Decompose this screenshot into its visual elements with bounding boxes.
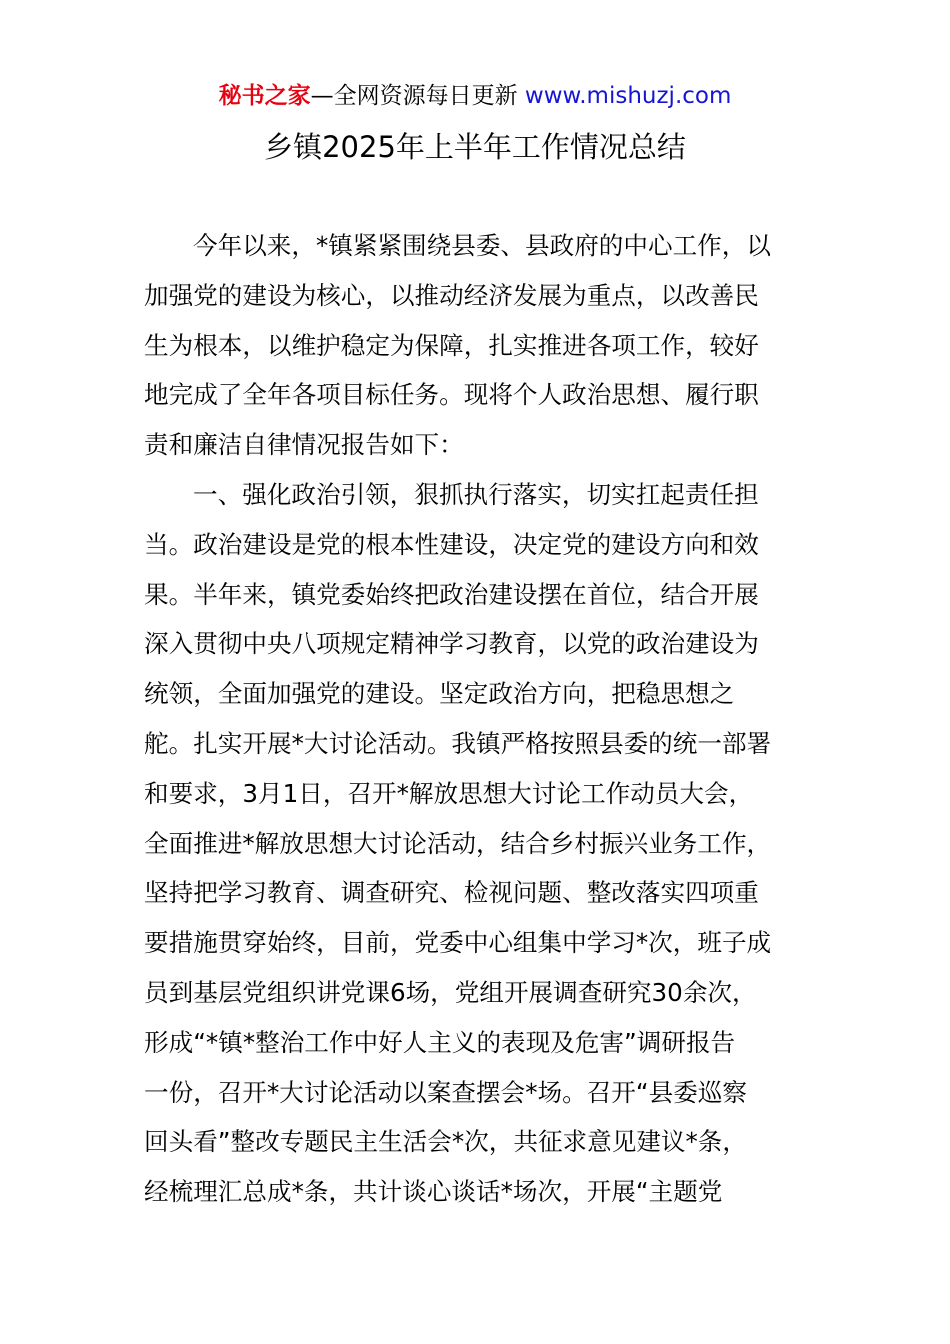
paragraph-line: 全面推进*解放思想大讨论活动，结合乡村振兴业务工作， xyxy=(144,828,772,858)
paragraph-line: 地完成了全年各项目标任务。现将个人政治思想、履行职 xyxy=(144,380,759,410)
paragraph-line: 经梳理汇总成*条，共计谈心谈话*场次，开展“主题党 xyxy=(144,1177,723,1207)
header-tagline: —全网资源每日更新 xyxy=(310,83,518,109)
paragraph-line: 果。半年来，镇党委始终把政治建设摆在首位，结合开展 xyxy=(144,579,759,609)
paragraph-line: 今年以来，*镇紧紧围绕县委、县政府的中心工作，以 xyxy=(193,231,771,260)
brand-name: 秘书之家 xyxy=(218,83,311,109)
paragraph-line: 加强党的建设为核心，以推动经济发展为重点，以改善民 xyxy=(144,280,759,310)
paragraph-line: 责和廉洁自律情况报告如下： xyxy=(144,430,464,460)
paragraph-line: 舵。扎实开展*大讨论活动。我镇严格按照县委的统一部署 xyxy=(144,728,772,758)
site-url[interactable]: www.mishuzj.com xyxy=(524,83,732,109)
section-heading-line: 一、强化政治引领，狠抓执行落实，切实扛起责任担 xyxy=(193,479,759,509)
paragraph-line: 深入贯彻中央八项规定精神学习教育，以党的政治建设为 xyxy=(144,629,759,659)
document-title: 乡镇2025年上半年工作情况总结 xyxy=(264,130,686,164)
paragraph-line: 和要求，3月1日，召开*解放思想大讨论工作动员大会， xyxy=(144,778,754,808)
paragraph-line: 回头看”整改专题民主生活会*次，共征求意见建议*条， xyxy=(144,1127,747,1157)
paragraph-line: 坚持把学习教育、调查研究、检视问题、整改落实四项重 xyxy=(144,878,759,908)
paragraph-line: 生为根本，以维护稳定为保障，扎实推进各项工作，较好 xyxy=(144,330,759,360)
document-body xyxy=(144,221,808,1217)
site-header xyxy=(0,80,950,112)
paragraph-line: 形成“*镇*整治工作中好人主义的表现及危害”调研报告 xyxy=(144,1027,736,1057)
paragraph-line: 当。政治建设是党的根本性建设，决定党的建设方向和效 xyxy=(144,529,759,559)
paragraph-line: 员到基层党组织讲党课6场，党组开展调查研究30余次， xyxy=(144,977,757,1007)
paragraph-line: 统领，全面加强党的建设。坚定政治方向，把稳思想之 xyxy=(144,679,735,709)
paragraph-line: 一份，召开*大讨论活动以案查摆会*场。召开“县委巡察 xyxy=(144,1077,747,1107)
paragraph-line: 要措施贯穿始终，目前，党委中心组集中学习*次，班子成 xyxy=(144,928,772,958)
